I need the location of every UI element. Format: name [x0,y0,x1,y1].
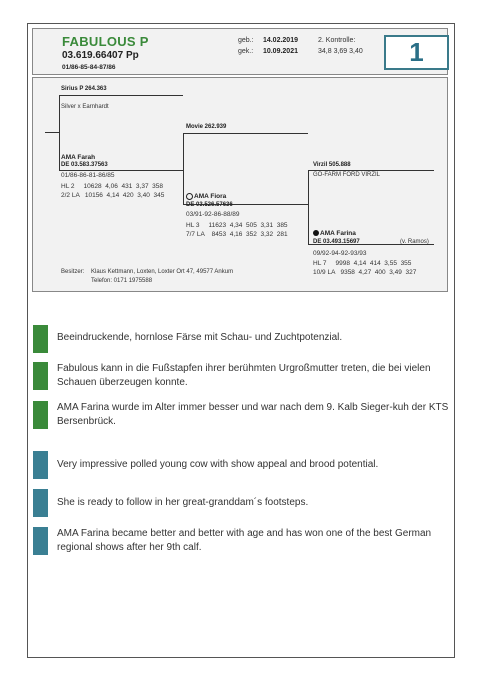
statement-en-3 [33,527,453,555]
animal-name: FABULOUS P [62,34,149,49]
german-marker [33,401,48,429]
dam-dam-code: 03/91-92-86-88/89 [186,211,240,218]
owner-address: Klaus Kettmann, Loxten, Loxter Ort 47, 49577 Ankum [91,269,234,275]
dam-performance [61,182,164,200]
ggd-perf-la: 10/9 LA 9358 4,27 400 3,49 327 [313,269,417,276]
english-marker [33,527,48,555]
pedigree-line [308,170,309,245]
german-marker [33,362,48,390]
control-values: 34,8 3,69 3,40 [318,48,363,55]
pedigree-line [59,95,60,171]
great-grandsire-ancestry: GO-FARM FORD VIRZIL [313,172,381,178]
female-filled-icon [313,230,319,236]
sire-ancestry: Silver x Earnhardt [61,104,109,110]
german-marker [33,325,48,353]
english-marker [33,489,48,517]
calving-date: 10.09.2021 [262,48,298,55]
dam-perf-la: 2/2 LA 10156 4,14 420 3,40 345 [61,192,165,199]
statement-text: Beeindruckende, hornlose Färse mit Schau- und Zuchtpotenzial. [57,332,343,343]
dam-registration: DE 03.583.37563 [61,162,108,168]
statement-de-2 [33,362,453,390]
ggd-perf-hl: HL 7 9998 4,14 414 3,55 355 [313,260,412,267]
dam-dam-name: AMA Fiora [194,193,227,201]
statement-de-3 [33,401,453,429]
birth-date: 14.02.2019 [262,37,298,44]
birth-label: geb.: [238,37,254,44]
statement-text: Fabulous kann in die Fußstapfen ihrer berühmten Urgroßmutter treten, die bei vielen Schauen überzeugen konnte. [57,363,431,388]
great-granddam-note: (v. Ramos) [400,239,429,245]
pedigree-line [183,133,308,134]
pedigree-line [308,170,434,171]
great-granddam-performance [313,259,416,277]
calving-label: gek.: [238,48,254,55]
dam-dam-performance [186,221,288,239]
milk-control [318,35,363,57]
owner-label: Besitzer: [61,269,85,275]
great-grandsire-name: Virzil 505.888 [313,162,351,168]
pedigree-line [45,132,59,133]
pedigree-panel [32,77,448,292]
sire-name: Sirius P 264.363 [61,86,107,92]
linear-code: 01/86-85-84-87/86 [62,64,116,71]
english-marker [33,451,48,479]
statement-text: Very impressive polled young cow with show appeal and brood potential. [57,459,379,470]
dam-code: 01/86-86-81-86/85 [61,172,115,179]
dam-name: AMA Farah [61,154,96,161]
statement-text: She is ready to follow in her great-granddam´s footsteps. [57,497,309,508]
pedigree-line [59,95,183,96]
lot-number-badge: 1 [384,35,449,70]
dam-dam-row [186,193,226,200]
statement-en-1 [33,451,453,479]
great-granddam-row [313,230,356,237]
statement-text: AMA Farina became better and better with age and has won one of the best German regional shows after her 9th calf. [57,528,432,553]
control-label: 2. Kontrolle: [318,37,356,44]
dam-dam-registration: DE 03.526.57636 [186,202,233,208]
pedigree-line [183,133,184,205]
owner-phone: Telefon: 0171 1975588 [91,278,153,284]
great-granddam-name: AMA Farina [320,230,356,237]
statement-text: AMA Farina wurde im Alter immer besser und war nach dem 9. Kalb Sieger-kuh der KTS Bersenbrück. [57,402,449,427]
statement-en-2 [33,489,453,517]
dam-dam-perf-hl: HL 3 11623 4,34 505 3,31 385 [186,222,288,229]
registration-number: 03.619.66407 Pp [62,50,139,61]
pedigree-line [59,170,183,171]
dam-sire-name: Movie 262.939 [186,124,227,130]
statement-de-1 [33,325,453,353]
great-granddam-registration: DE 03.493.15697 [313,239,360,245]
dam-perf-hl: HL 2 10628 4,06 431 3,37 358 [61,183,164,190]
birth-calving-dates [238,35,298,57]
great-granddam-code: 09/92-94-92-93/93 [313,250,367,257]
female-circle-icon [186,193,193,200]
dam-dam-perf-la: 7/7 LA 8453 4,16 352 3,32 281 [186,231,288,238]
